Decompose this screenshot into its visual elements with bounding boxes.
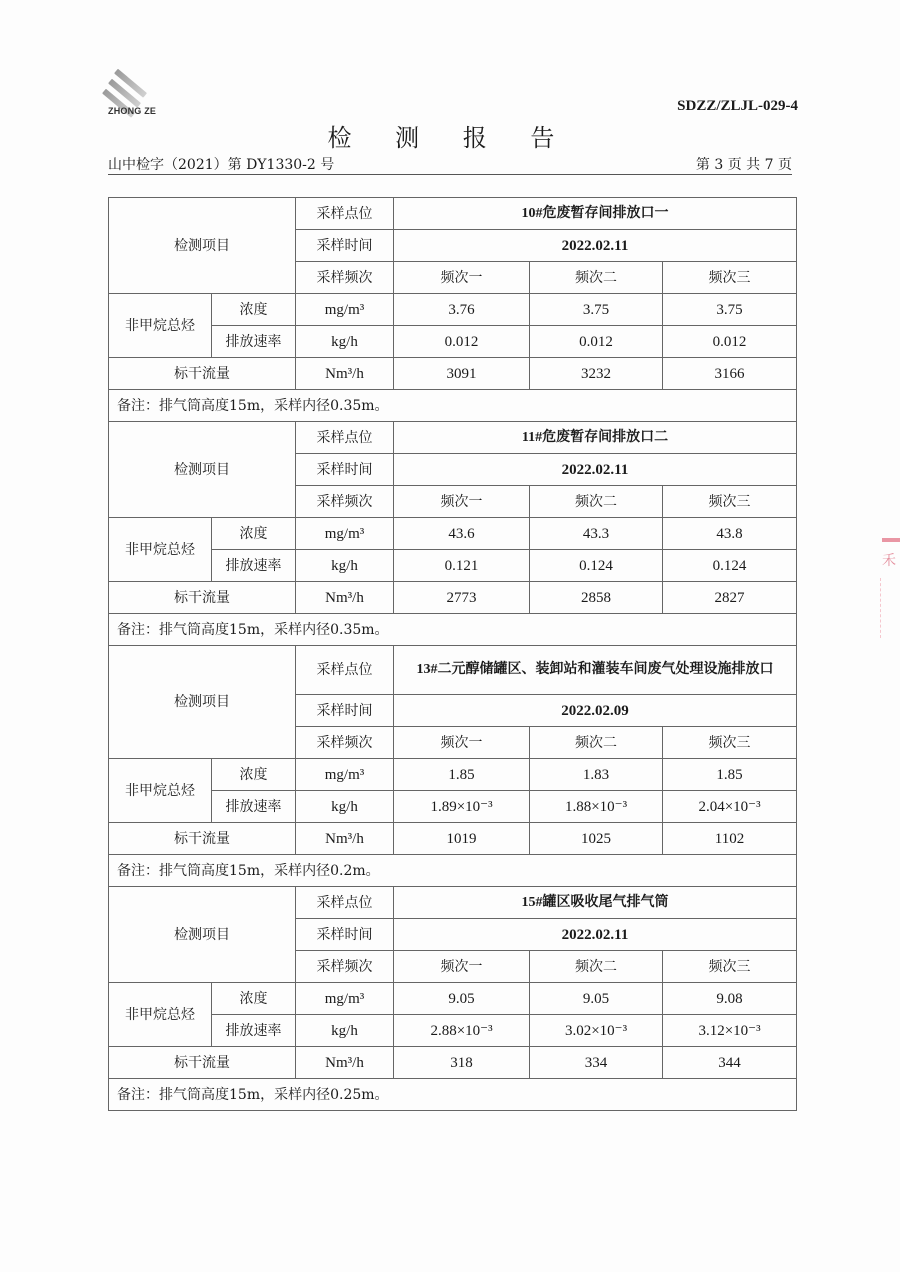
remark: 备注：排气筒高度15m，采样内径0.2m。 [109,855,797,887]
row-rate [109,550,797,582]
unit-flow: Nm³/h [296,1047,394,1079]
unit-conc: mg/m³ [296,294,394,326]
row-note [109,614,797,646]
item-header: 检测项目 [109,887,296,983]
rate-value: 1.88×10⁻³ [530,791,663,823]
row-rate [109,791,797,823]
site-label: 采样点位 [296,422,394,454]
row-rate [109,326,797,358]
time-label: 采样时间 [296,919,394,951]
conc-value: 3.75 [530,294,663,326]
sampling-date: 2022.02.11 [394,919,797,951]
conc-value: 43.6 [394,518,530,550]
conc-value: 43.3 [530,518,663,550]
conc-value: 9.08 [663,983,797,1015]
conc-value: 9.05 [530,983,663,1015]
rate-value: 0.012 [530,326,663,358]
row-note [109,855,797,887]
flow-value: 334 [530,1047,663,1079]
flow-value: 318 [394,1047,530,1079]
row-flow [109,1047,797,1079]
remark: 备注：排气筒高度15m，采样内径0.25m。 [109,1079,797,1111]
unit-rate: kg/h [296,1015,394,1047]
item-header: 检测项目 [109,198,296,294]
conc-value: 3.75 [663,294,797,326]
freq-label: 采样频次 [296,951,394,983]
rate-value: 2.04×10⁻³ [663,791,797,823]
freq-3: 频次三 [663,486,797,518]
rate-label: 排放速率 [212,1015,296,1047]
remark: 备注：排气筒高度15m，采样内径0.35m。 [109,390,797,422]
freq-3: 频次三 [663,951,797,983]
freq-label: 采样频次 [296,262,394,294]
rate-label: 排放速率 [212,550,296,582]
unit-conc: mg/m³ [296,983,394,1015]
flow-value: 3166 [663,358,797,390]
rate-value: 0.121 [394,550,530,582]
freq-2: 频次二 [530,262,663,294]
site-label: 采样点位 [296,887,394,919]
rate-label: 排放速率 [212,791,296,823]
flow-value: 3091 [394,358,530,390]
row-note [109,390,797,422]
flow-value: 1025 [530,823,663,855]
sampling-site: 13#二元醇储罐区、装卸站和灌装车间废气处理设施排放口 [394,646,797,695]
row-site [109,887,797,919]
row-site [109,198,797,230]
sampling-date: 2022.02.09 [394,695,797,727]
freq-1: 频次一 [394,727,530,759]
freq-3: 频次三 [663,262,797,294]
rate-label: 排放速率 [212,326,296,358]
row-note [109,1079,797,1111]
page-title: 检 测 报 告 [327,124,573,152]
rate-value: 0.124 [530,550,663,582]
flow-value: 2858 [530,582,663,614]
remark: 备注：排气筒高度15m，采样内径0.35m。 [109,614,797,646]
flow-value: 2773 [394,582,530,614]
flow-label: 标干流量 [109,1047,296,1079]
sampling-date: 2022.02.11 [394,230,797,262]
rate-value: 1.89×10⁻³ [394,791,530,823]
conc-value: 3.76 [394,294,530,326]
conc-label: 浓度 [212,518,296,550]
row-conc [109,983,797,1015]
row-conc [109,759,797,791]
rate-value: 2.88×10⁻³ [394,1015,530,1047]
site-label: 采样点位 [296,198,394,230]
row-flow [109,823,797,855]
unit-rate: kg/h [296,791,394,823]
flow-value: 1102 [663,823,797,855]
conc-label: 浓度 [212,983,296,1015]
flow-label: 标干流量 [109,358,296,390]
flow-value: 2827 [663,582,797,614]
conc-value: 43.8 [663,518,797,550]
unit-flow: Nm³/h [296,823,394,855]
row-site [109,422,797,454]
rate-value: 0.012 [394,326,530,358]
conc-value: 9.05 [394,983,530,1015]
freq-label: 采样频次 [296,486,394,518]
row-conc [109,294,797,326]
red-stamp-mark: 禾 [878,538,900,658]
freq-1: 频次一 [394,951,530,983]
pollutant-name: 非甲烷总烃 [109,759,212,823]
row-flow [109,358,797,390]
sampling-site: 15#罐区吸收尾气排气筒 [394,887,797,919]
freq-1: 频次一 [394,262,530,294]
item-header: 检测项目 [109,422,296,518]
freq-2: 频次二 [530,951,663,983]
row-site [109,646,797,695]
conc-label: 浓度 [212,759,296,791]
unit-flow: Nm³/h [296,358,394,390]
rate-value: 0.012 [663,326,797,358]
freq-3: 频次三 [663,727,797,759]
row-conc [109,518,797,550]
unit-conc: mg/m³ [296,518,394,550]
item-header: 检测项目 [109,646,296,759]
unit-conc: mg/m³ [296,759,394,791]
freq-2: 频次二 [530,486,663,518]
test-results-table [108,197,797,1111]
logo-text: ZHONG ZE [108,106,157,116]
pollutant-name: 非甲烷总烃 [109,518,212,582]
freq-label: 采样频次 [296,727,394,759]
report-subheader [108,152,792,175]
sampling-site: 11#危废暂存间排放口二 [394,422,797,454]
rate-value: 0.124 [663,550,797,582]
document-code: SDZZ/ZLJL-029-4 [677,98,798,114]
rate-value: 3.12×10⁻³ [663,1015,797,1047]
sampling-site: 10#危废暂存间排放口一 [394,198,797,230]
time-label: 采样时间 [296,695,394,727]
rate-value: 3.02×10⁻³ [530,1015,663,1047]
conc-value: 1.83 [530,759,663,791]
pollutant-name: 非甲烷总烃 [109,983,212,1047]
site-label: 采样点位 [296,646,394,695]
unit-flow: Nm³/h [296,582,394,614]
pollutant-name: 非甲烷总烃 [109,294,212,358]
flow-value: 3232 [530,358,663,390]
report-number: 山中检字（2021）第 DY1330-2 号 [108,157,335,173]
conc-label: 浓度 [212,294,296,326]
flow-value: 344 [663,1047,797,1079]
sampling-date: 2022.02.11 [394,454,797,486]
flow-label: 标干流量 [109,823,296,855]
conc-value: 1.85 [394,759,530,791]
flow-value: 1019 [394,823,530,855]
page-info: 第 3 页 共 7 页 [695,157,792,173]
unit-rate: kg/h [296,550,394,582]
unit-rate: kg/h [296,326,394,358]
row-rate [109,1015,797,1047]
conc-value: 1.85 [663,759,797,791]
row-flow [109,582,797,614]
time-label: 采样时间 [296,230,394,262]
time-label: 采样时间 [296,454,394,486]
flow-label: 标干流量 [109,582,296,614]
freq-1: 频次一 [394,486,530,518]
freq-2: 频次二 [530,727,663,759]
